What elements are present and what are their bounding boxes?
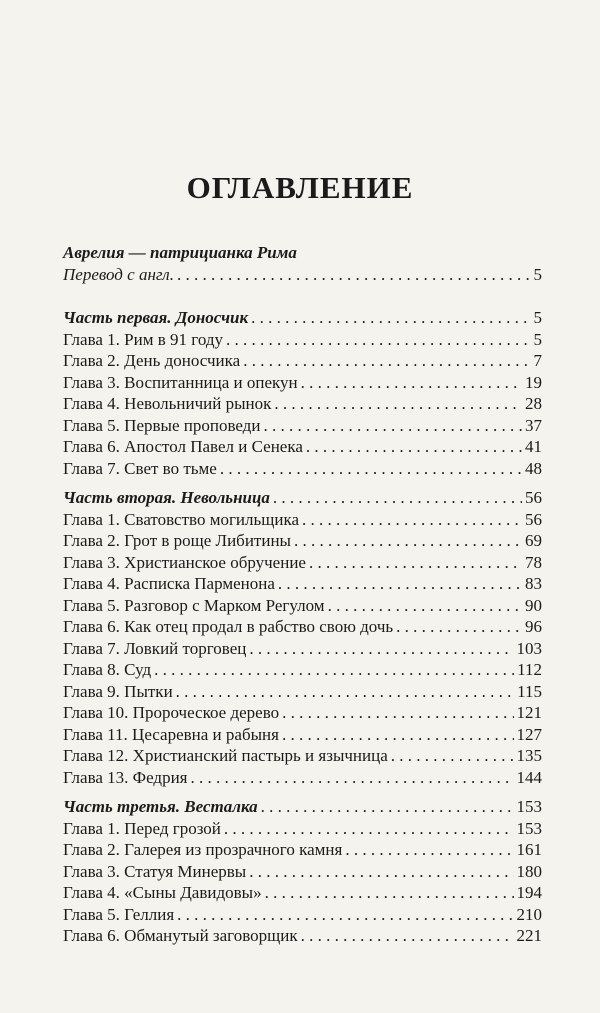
dot-leader — [249, 861, 513, 883]
toc-page-number: 69 — [525, 531, 542, 550]
toc-entry-label: Часть вторая. Невольница — [63, 488, 270, 507]
toc-book-heading — [63, 242, 542, 264]
toc-entry-label: Глава 11. Цесаревна и рабыня — [63, 724, 279, 744]
toc-entry — [63, 702, 542, 724]
toc-page-number: 112 — [517, 660, 542, 679]
dot-leader — [294, 530, 522, 552]
toc-page-number: 56 — [525, 488, 542, 507]
toc-page-number: 41 — [525, 437, 542, 456]
dot-leader — [177, 264, 531, 286]
dot-leader — [278, 573, 522, 595]
toc-entry-label: Глава 6. Апостол Павел и Сенека — [63, 437, 303, 456]
dot-leader — [243, 350, 530, 372]
toc-page-number: 161 — [516, 840, 542, 859]
toc-page-number: 135 — [516, 746, 542, 765]
toc-page-number: 19 — [525, 372, 542, 392]
dot-leader — [263, 415, 522, 437]
toc-entry-label: Глава 1. Сватовство могильщика — [63, 509, 299, 529]
toc-entry — [63, 745, 542, 767]
dot-leader — [282, 702, 513, 724]
toc-entry — [63, 509, 542, 531]
section-gap — [63, 788, 542, 796]
toc-entry — [63, 724, 542, 746]
toc-entry — [63, 767, 542, 789]
page-title: ОГЛАВЛЕНИЕ — [186, 170, 414, 205]
toc-entry — [63, 264, 542, 286]
dot-leader — [191, 767, 514, 789]
dot-leader — [306, 436, 522, 458]
toc-page-number: 5 — [533, 308, 542, 327]
toc-entry-label: Часть первая. Доносчик — [63, 308, 249, 327]
toc-entry — [63, 681, 542, 703]
toc-entry-label: Глава 7. Свет во тьме — [63, 458, 217, 478]
toc-entry-label: Глава 6. Как отец продал в рабство свою дочь — [63, 617, 394, 636]
toc-entry — [63, 616, 542, 638]
toc-entry — [63, 552, 542, 574]
toc-entry — [63, 458, 542, 480]
dot-leader — [251, 307, 530, 329]
dot-leader — [391, 745, 514, 767]
toc-page-number: 221 — [516, 926, 542, 945]
dot-leader — [345, 839, 513, 861]
toc-page-number: 5 — [533, 329, 542, 349]
toc-entry-label: Глава 5. Разговор с Марком Регулом — [63, 595, 325, 615]
dot-leader — [154, 659, 514, 681]
toc-page-number: 180 — [516, 861, 542, 881]
toc-entry — [63, 861, 542, 883]
dot-leader — [176, 681, 514, 703]
toc-page-number: 96 — [525, 617, 542, 636]
toc-page-number: 28 — [525, 394, 542, 413]
dot-leader — [261, 796, 514, 818]
toc-entry-label: Глава 6. Обманутый заговорщик — [63, 926, 298, 945]
toc-page-number: 194 — [516, 883, 542, 902]
toc-entry-label: Глава 10. Пророческое дерево — [63, 703, 280, 722]
section-gap — [63, 285, 542, 307]
dot-leader — [396, 616, 522, 638]
toc-entry — [63, 925, 542, 947]
toc-entry-label: Глава 2. День доносчика — [63, 351, 241, 370]
toc-page-number: 121 — [516, 703, 542, 722]
toc-entry — [63, 415, 542, 437]
dot-leader — [249, 638, 513, 660]
toc-page-number: 103 — [516, 638, 542, 658]
toc-entry-label: Глава 1. Рим в 91 году — [63, 329, 223, 349]
dot-leader — [273, 487, 522, 509]
toc-entry — [63, 904, 542, 926]
toc-entry-label: Аврелия — патрицианка Рима — [63, 243, 297, 262]
toc-entry-label: Глава 13. Федрия — [63, 767, 188, 787]
toc-entry-label: Перевод с англ. — [63, 264, 174, 284]
toc-entry — [63, 530, 542, 552]
toc-entry — [63, 350, 542, 372]
toc-entry-label: Глава 9. Пытки — [63, 681, 173, 701]
toc-entry — [63, 659, 542, 681]
dot-leader — [302, 509, 522, 531]
toc-entry-label: Глава 8. Суд — [63, 660, 152, 679]
toc-entry — [63, 818, 542, 840]
section-gap — [63, 479, 542, 487]
toc-page-number: 7 — [533, 351, 542, 370]
dot-leader — [220, 458, 522, 480]
toc-entry-label: Глава 4. Расписка Парменона — [63, 574, 275, 593]
toc-entry-label: Глава 2. Галерея из прозрачного камня — [63, 840, 343, 859]
toc-entry — [63, 393, 542, 415]
toc-entry — [63, 436, 542, 458]
toc-entry — [63, 638, 542, 660]
toc-page-number: 78 — [525, 552, 542, 572]
toc-entry-label: Глава 1. Перед грозой — [63, 818, 221, 838]
dot-leader — [301, 925, 514, 947]
dot-leader — [282, 724, 514, 746]
toc-part-entry — [63, 796, 542, 818]
toc-part-entry — [63, 307, 542, 329]
toc-entry-label: Глава 3. Статуя Минервы — [63, 861, 247, 881]
toc-entry-label: Глава 2. Грот в роще Либитины — [63, 531, 291, 550]
toc-page-number: 210 — [516, 904, 542, 924]
toc-page-number: 5 — [533, 264, 542, 284]
dot-leader — [328, 595, 522, 617]
dot-leader — [265, 882, 514, 904]
toc-entry — [63, 882, 542, 904]
toc-entry — [63, 839, 542, 861]
dot-leader — [274, 393, 522, 415]
toc-entry-label: Глава 7. Ловкий торговец — [63, 638, 247, 658]
toc-entry-label: Глава 4. Невольничий рынок — [63, 394, 272, 413]
toc-entry-label: Глава 4. «Сыны Давидовы» — [63, 883, 262, 902]
toc-part-entry — [63, 487, 542, 509]
toc-entry-label: Глава 3. Воспитанница и опекун — [63, 372, 298, 392]
toc-page-number: 56 — [525, 509, 542, 529]
toc-entry — [63, 595, 542, 617]
dot-leader — [177, 904, 513, 926]
toc-entry-label: Глава 12. Христианский пастырь и язычница — [63, 746, 388, 765]
toc-page-number: 115 — [517, 681, 542, 701]
toc-page-number: 153 — [516, 797, 542, 816]
toc-entry — [63, 372, 542, 394]
toc-entry-label: Глава 5. Геллия — [63, 904, 175, 924]
table-of-contents — [63, 242, 542, 947]
toc-page-number: 90 — [525, 595, 542, 615]
dot-leader — [226, 329, 531, 351]
toc-page-number: 153 — [516, 818, 542, 838]
toc-page-number: 83 — [525, 574, 542, 593]
toc-page-number: 144 — [516, 767, 542, 787]
toc-page-number: 127 — [516, 724, 542, 744]
toc-entry-label: Глава 3. Христианское обручение — [63, 552, 306, 572]
dot-leader — [224, 818, 514, 840]
toc-entry — [63, 329, 542, 351]
toc-page-number: 37 — [525, 415, 542, 435]
dot-leader — [309, 552, 522, 574]
toc-page-number: 48 — [525, 458, 542, 478]
toc-entry-label: Часть третья. Весталка — [63, 797, 258, 816]
dot-leader — [301, 372, 522, 394]
toc-entry-label: Глава 5. Первые проповеди — [63, 415, 261, 435]
toc-entry — [63, 573, 542, 595]
